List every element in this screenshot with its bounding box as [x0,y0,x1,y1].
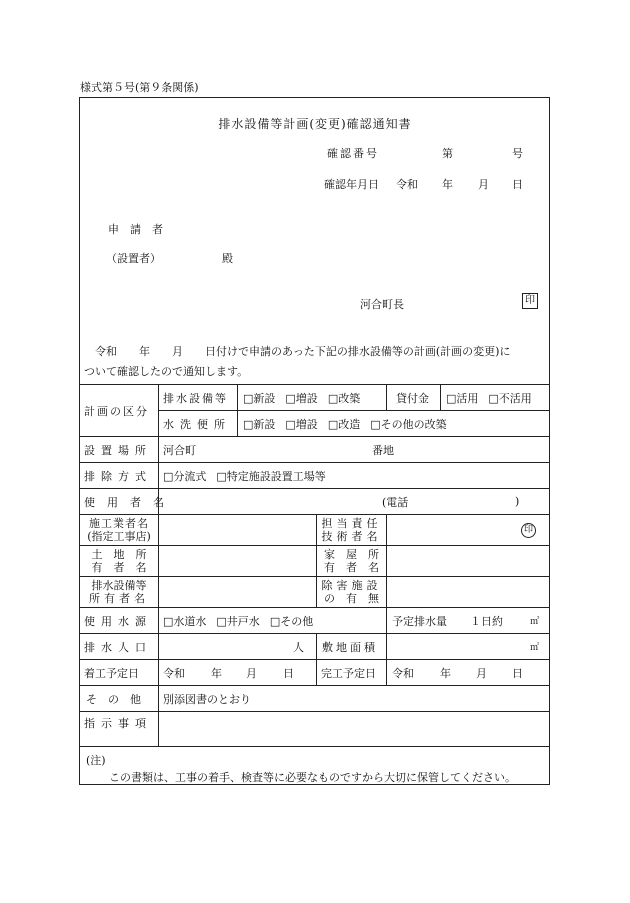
confirmation-date-label: 確認年月日 [324,178,379,191]
unit-people: 人 [293,640,304,654]
drain-new-checkbox[interactable]: □新設 [243,391,276,405]
confirmation-number-label: 確認番号 [327,147,379,160]
toilet-other-checkbox[interactable]: □その他の改築 [370,417,447,431]
table-line [158,384,159,746]
other-label: そ の 他 [86,692,141,706]
toilet-extend-checkbox[interactable]: □増設 [285,417,318,431]
mayor-seal: 印 [522,293,538,309]
site-area-label: 敷地面積 [322,640,378,654]
toilet-options[interactable] [243,411,447,436]
date-day: 日 [512,178,523,191]
location-label: 設置場所 [84,443,152,457]
date-year: 年 [442,178,453,191]
method-options[interactable] [163,463,326,488]
issuer-mayor: 河合町長 [360,298,404,311]
user-name-label: 使用者名 [84,495,176,509]
location-town: 河合町 [163,443,196,457]
table-line [79,685,550,686]
planned-drain-label: 予定排水量 [392,614,447,628]
note-title: (注) [86,754,106,767]
form-number: 様式第５号(第９条関係) [80,81,199,94]
start-year: 年 [211,666,222,680]
loan-label: 貸付金 [396,391,429,405]
method-separate-checkbox[interactable]: □分流式 [163,469,207,483]
water-other-checkbox[interactable]: □その他 [269,614,314,628]
table-line [440,384,441,410]
drain-owner-label: 排水設備等 所有者名 [89,579,149,605]
location-banchi: 番地 [372,443,394,457]
water-tap-checkbox[interactable]: □水道水 [163,614,207,628]
notice-body-line-2: ついて確認したので通知します。 [84,365,249,378]
applicant-label: 申 請 者 [108,223,163,236]
drain-rebuild-checkbox[interactable]: □改築 [327,391,361,405]
table-line [386,607,387,659]
finish-month: 月 [476,666,487,680]
start-month: 月 [246,666,257,680]
start-day: 日 [283,666,294,680]
loan-options[interactable] [446,385,532,410]
land-owner-label: 土 地 所 有 者 名 [91,548,147,574]
finish-date-label: 完工予定日 [321,666,376,680]
phone-close: ) [515,495,520,508]
unit-m2: ㎡ [530,643,540,653]
other-value: 別添図書のとおり [163,692,251,706]
table-line [386,659,387,685]
table-line [316,633,317,685]
unit-m3: ㎥ [530,617,540,627]
removal-facility-label: 除害施設 の 有 無 [321,579,382,605]
instructions-label: 指示事項 [84,717,152,730]
method-factory-checkbox[interactable]: □特定施設設置工場等 [216,469,326,483]
start-date-label: 着工予定日 [84,666,139,680]
manager-label: 担当責任 技術者名 [321,517,382,543]
drain-extend-checkbox[interactable]: □増設 [285,391,318,405]
drain-equipment-options[interactable] [243,385,360,410]
loan-use-checkbox[interactable]: □活用 [446,391,479,405]
start-era: 令和 [163,666,185,680]
notice-body-line-1: 令和 年 月 日付けで申請のあった下記の排水設備等の計画(計画の変更)に [95,345,511,358]
toilet-modify-checkbox[interactable]: □改造 [327,417,361,431]
manager-seal: 印 [521,515,536,545]
table-line [386,384,387,410]
water-source-label: 使用水源 [84,614,152,628]
number-go: 号 [512,147,523,160]
finish-day: 日 [512,666,523,680]
table-line [79,746,550,747]
date-era: 令和 [396,178,418,191]
water-source-options[interactable] [163,608,313,633]
method-label: 排除方式 [84,469,152,483]
loan-nouse-checkbox[interactable]: □不活用 [488,391,532,405]
finish-year: 年 [440,666,451,680]
note-text: この書類は、工事の着手、検査等に必要なものですから大切に保管してください。 [109,771,516,784]
installer-label: （設置者） [106,252,161,265]
plan-category-label: 計画の区分 [84,404,149,418]
daily-label: １日約 [470,614,503,628]
toilet-label: 水洗便所 [163,417,231,431]
number-dai: 第 [442,147,453,160]
table-line [237,384,238,436]
honorific-dono: 殿 [222,252,233,265]
table-line [386,514,387,607]
toilet-new-checkbox[interactable]: □新設 [243,417,276,431]
date-month: 月 [478,178,489,191]
house-owner-label: 家 屋 所 有 者 名 [324,548,379,574]
phone-open: (電話 [382,495,409,509]
page-title: 排水設備等計画(変更)確認通知書 [218,117,412,131]
finish-era: 令和 [392,666,414,680]
contractor-label: 施工業者名 (指定工事店) [87,517,151,543]
drain-population-label: 排水人口 [84,640,152,654]
water-well-checkbox[interactable]: □井戸水 [216,614,260,628]
drain-equipment-label: 排水設備等 [163,391,228,405]
